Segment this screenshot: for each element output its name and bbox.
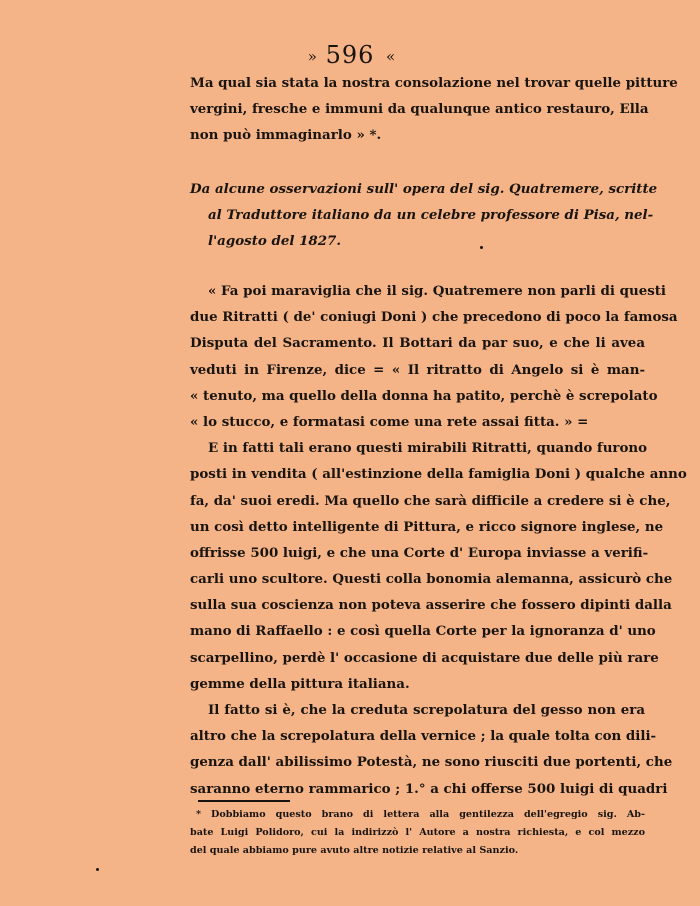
text-line: fa, da' suoi eredi. Ma quello che sarà difficile a credere si è che, <box>190 492 671 509</box>
footnote-line: bate Luigi Polidoro, cui la indirizzò l' Autore a nostra richiesta, e col mezzo <box>190 827 645 838</box>
ink-speck <box>96 868 99 871</box>
text-line: vergini, fresche e immuni da qualunque antico restauro, Ella <box>190 101 649 118</box>
caption-line: al Traduttore italiano da un celebre professore di Pisa, nel- <box>208 207 654 224</box>
text-line: offrisse 500 luigi, e che una Corte d' Europa inviasse a verifi- <box>190 544 649 561</box>
text-line: altro che la screpolatura della vernice ; la quale tolta con dili- <box>190 728 657 745</box>
text-line: Il fatto si è, che la creduta screpolatura del gesso non era <box>208 702 645 718</box>
text-line: Disputa del Sacramento. Il Bottari da par suo, e che li avea <box>190 335 645 352</box>
footnote-line: del quale abbiamo pure avuto altre notizie relative al Sanzio. <box>190 845 519 856</box>
text-line: posti in vendita ( all'estinzione della famiglia Doni ) qualche anno <box>190 466 687 483</box>
caption-line: Da alcune osservazioni sull' opera del sig. Quatremere, scritte <box>190 181 658 197</box>
text-line: E in fatti tali erano questi mirabili Ritratti, quando furono <box>208 440 648 457</box>
text-line: « lo stucco, e formatasi come una rete assai fitta. » = <box>190 413 589 430</box>
caption-line: l'agosto del 1827. <box>208 233 342 250</box>
ink-speck <box>480 246 483 249</box>
text-line: genza dall' abilissimo Potestà, ne sono riusciti due portenti, che <box>190 754 673 771</box>
text-line: scarpellino, perdè l' occasione di acquistare due delle più rare <box>190 649 659 666</box>
text-line: « tenuto, ma quello della donna ha patito, perchè è screpolato <box>190 387 658 404</box>
paragraph-quotation <box>190 278 687 802</box>
text-line: un così detto intelligente di Pittura, e ricco signore inglese, ne <box>190 518 664 535</box>
text-line: veduti in Firenze, dice = « Il ritratto di Angelo si è man- <box>190 361 645 378</box>
text-line: mano di Raffaello : e così quella Corte per la ignoranza d' uno <box>190 623 656 640</box>
paragraph-opening <box>190 70 678 149</box>
text-line: carli uno scultore. Questi colla bonomia alemanna, assicurò che <box>190 571 673 588</box>
page-header <box>0 40 700 72</box>
section-caption <box>190 176 658 255</box>
footnote-rule <box>198 800 290 802</box>
text-line: « Fa poi maraviglia che il sig. Quatremere non parli di questi <box>208 283 667 299</box>
text-line: saranno eterno rammarico ; 1.° a chi offerse 500 luigi di quadri <box>190 780 668 797</box>
text-line: gemme della pittura italiana. <box>190 675 410 692</box>
text-line: Ma qual sia stata la nostra consolazione nel trovar quelle pitture <box>190 75 678 91</box>
footnote <box>190 806 645 860</box>
footnote-line: * Dobbiamo questo brano di lettera alla gentilezza dell'egregio sig. Ab- <box>196 809 645 820</box>
right-ornament: « <box>386 47 393 66</box>
text-line: non può immaginarlo » *. <box>190 127 382 144</box>
text-line: due Ritratti ( de' coniugi Doni ) che precedono di poco la famosa <box>190 309 678 326</box>
left-ornament: » <box>307 47 314 66</box>
text-line: sulla sua coscienza non poteva asserire che fossero dipinti dalla <box>190 597 672 614</box>
page-number: 596 <box>325 41 375 69</box>
